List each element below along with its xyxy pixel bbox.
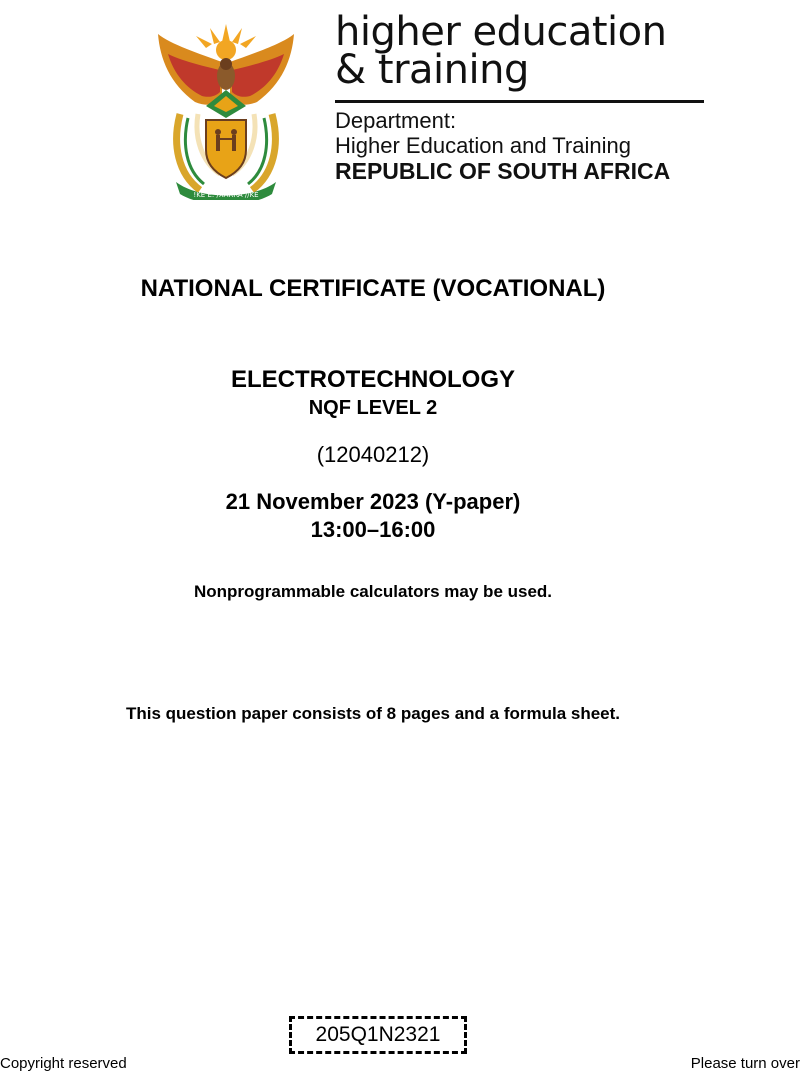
coat-of-arms-logo bbox=[150, 14, 302, 200]
coat-of-arms-motto: !KE E: /XARRA //KE bbox=[193, 191, 259, 199]
department-logo-line1: higher education bbox=[335, 9, 667, 55]
country-name: REPUBLIC OF SOUTH AFRICA bbox=[335, 158, 671, 184]
calculator-note: Nonprogrammable calculators may be used. bbox=[193, 582, 553, 601]
paper-code-box: 205Q1N2321 bbox=[289, 1016, 467, 1054]
exam-time: 13:00–16:00 bbox=[310, 517, 436, 542]
page-count-note: This question paper consists of 8 pages and a formula sheet. bbox=[125, 704, 621, 723]
department-logo-line2: & training bbox=[335, 47, 529, 93]
subject-title: ELECTROTECHNOLOGY bbox=[230, 366, 515, 393]
header-divider bbox=[335, 100, 704, 103]
copyright-footer: Copyright reserved bbox=[0, 1055, 127, 1072]
department-label: Department: bbox=[335, 108, 457, 133]
nqf-level: NQF LEVEL 2 bbox=[308, 397, 438, 419]
subject-code: (12040212) bbox=[316, 442, 430, 467]
exam-date: 21 November 2023 (Y-paper) bbox=[225, 489, 521, 514]
qualification-title: NATIONAL CERTIFICATE (VOCATIONAL) bbox=[140, 275, 606, 302]
department-name: Higher Education and Training bbox=[335, 133, 631, 158]
turn-over-footer: Please turn over bbox=[690, 1055, 800, 1072]
